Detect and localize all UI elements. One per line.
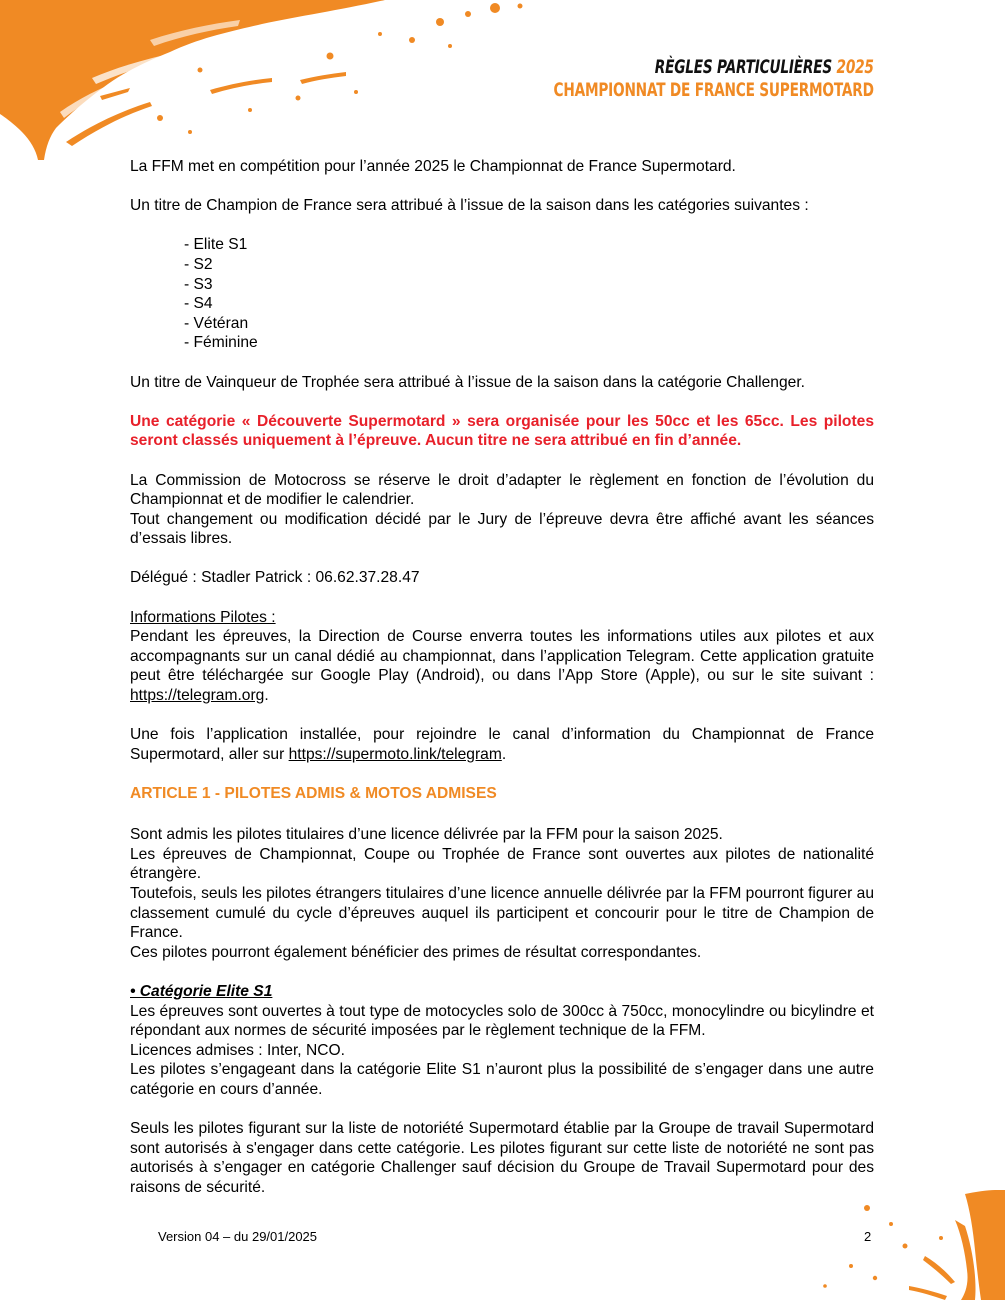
header-year: 2025	[836, 56, 874, 78]
orange-splash-top-left	[0, 0, 560, 170]
intro-paragraph: La FFM met en compétition pour l’année 2025 le Championnat de France Supermotard.	[130, 158, 736, 175]
article-paragraph: Sont admis les pilotes titulaires d’une licence délivrée par la FFM pour la saison 2025.	[130, 826, 723, 844]
info-heading: Informations Pilotes :	[130, 608, 276, 626]
notoriety-paragraph: Seuls les pilotes figurant sur la liste de notoriété Supermotard établie par la Groupe de travail Supermotard sont autorisés à s'engager dans cette catégorie. Les pilotes figurant sur cette liste de notoriété ne sont pas autorisés à s’engager en catégorie Challenger sauf décision du Groupe de Travail Supermotard pour des raisons de sécurité.	[130, 1120, 874, 1196]
header-title	[554, 56, 874, 78]
article-paragraph: Ces pilotes pourront également bénéficier des primes de résultat correspondantes.	[130, 943, 702, 961]
decouverte-notice: Une catégorie « Découverte Supermotard » sera organisée pour les 50cc et les 65cc. Les pilotes seront classés uniquement à l’épreuve. Aucun titre ne sera attribué en fin d’année.	[130, 412, 874, 450]
channel-paragraph	[130, 725, 874, 764]
list-item: - Féminine	[184, 334, 258, 352]
orange-splash-bottom-right	[805, 1190, 1005, 1300]
article-paragraph: Toutefois, seuls les pilotes étrangers titulaires d’une licence annuelle délivrée par la FFM pourront figurer au classement cumulé du cycle d’épreuves auquel ils participent et concourir pour le titre de Champion de France.	[130, 884, 874, 942]
channel-text-end: .	[501, 745, 507, 763]
header-rules-label: RÈGLES PARTICULIÈRES	[655, 56, 833, 78]
header-subtitle: CHAMPIONNAT DE FRANCE SUPERMOTARD	[553, 79, 874, 101]
category-list	[184, 235, 874, 353]
channel-text: Une fois l’application installée, pour rejoindre le canal d’information du Championnat de France Supermotard, aller sur	[130, 726, 874, 763]
footer-version: Version 04 – du 29/01/2025	[158, 1229, 318, 1244]
list-item: - S2	[184, 255, 213, 273]
article-paragraph: Les épreuves de Championnat, Coupe ou Trophée de France sont ouvertes aux pilotes de nationalité étrangère.	[130, 845, 874, 883]
article-1-heading: ARTICLE 1 - PILOTES ADMIS & MOTOS ADMISES	[130, 785, 497, 802]
document-body	[130, 157, 874, 1197]
list-item: - Elite S1	[184, 236, 248, 254]
elite-paragraph: Les épreuves sont ouvertes à tout type de motocycles solo de 300cc à 750cc, monocylindre ou bicylindre et répondant aux normes de sécurité imposées par le règlement technique de la FFM.	[130, 1002, 874, 1040]
telegram-link[interactable]: https://telegram.org	[130, 687, 265, 705]
list-item: - S4	[184, 295, 213, 313]
list-item: - Vétéran	[184, 314, 249, 332]
supermoto-telegram-link[interactable]: https://supermoto.link/telegram	[288, 745, 502, 763]
list-item: - S3	[184, 275, 213, 293]
commission-paragraph: La Commission de Motocross se réserve le droit d’adapter le règlement en fonction de l’évolution du Championnat et de modifier le calendrier.	[130, 471, 874, 509]
titles-intro-paragraph: Un titre de Champion de France sera attribué à l’issue de la saison dans les catégories suivantes :	[130, 197, 809, 215]
document-header	[554, 56, 874, 102]
info-text-end: .	[264, 687, 269, 705]
jury-paragraph: Tout changement ou modification décidé par le Jury de l’épreuve devra être affiché avant les séances d’essais libres.	[130, 510, 874, 548]
elite-paragraph: Licences admises : Inter, NCO.	[130, 1041, 345, 1059]
page-number: 2	[864, 1229, 872, 1244]
info-text: Pendant les épreuves, la Direction de Course enverra toutes les informations utiles aux pilotes et aux accompagnants sur un canal dédié au championnat, dans l’application Telegram. Cette application gratuite peut être téléchargée sur Google Play (Android), ou dans l’App Store (Apple), ou sur le site suivant :	[130, 628, 874, 685]
info-paragraph	[130, 627, 874, 705]
trophy-paragraph: Un titre de Vainqueur de Trophée sera attribué à l’issue de la saison dans la catégorie Challenger.	[130, 373, 805, 391]
elite-s1-heading: • Catégorie Elite S1	[130, 982, 273, 1000]
elite-paragraph: Les pilotes s’engageant dans la catégorie Elite S1 n’auront plus la possibilité de s’engager dans une autre catégorie en cours d’année.	[130, 1061, 874, 1098]
delegate-contact: Délégué : Stadler Patrick : 06.62.37.28.47	[130, 569, 420, 587]
